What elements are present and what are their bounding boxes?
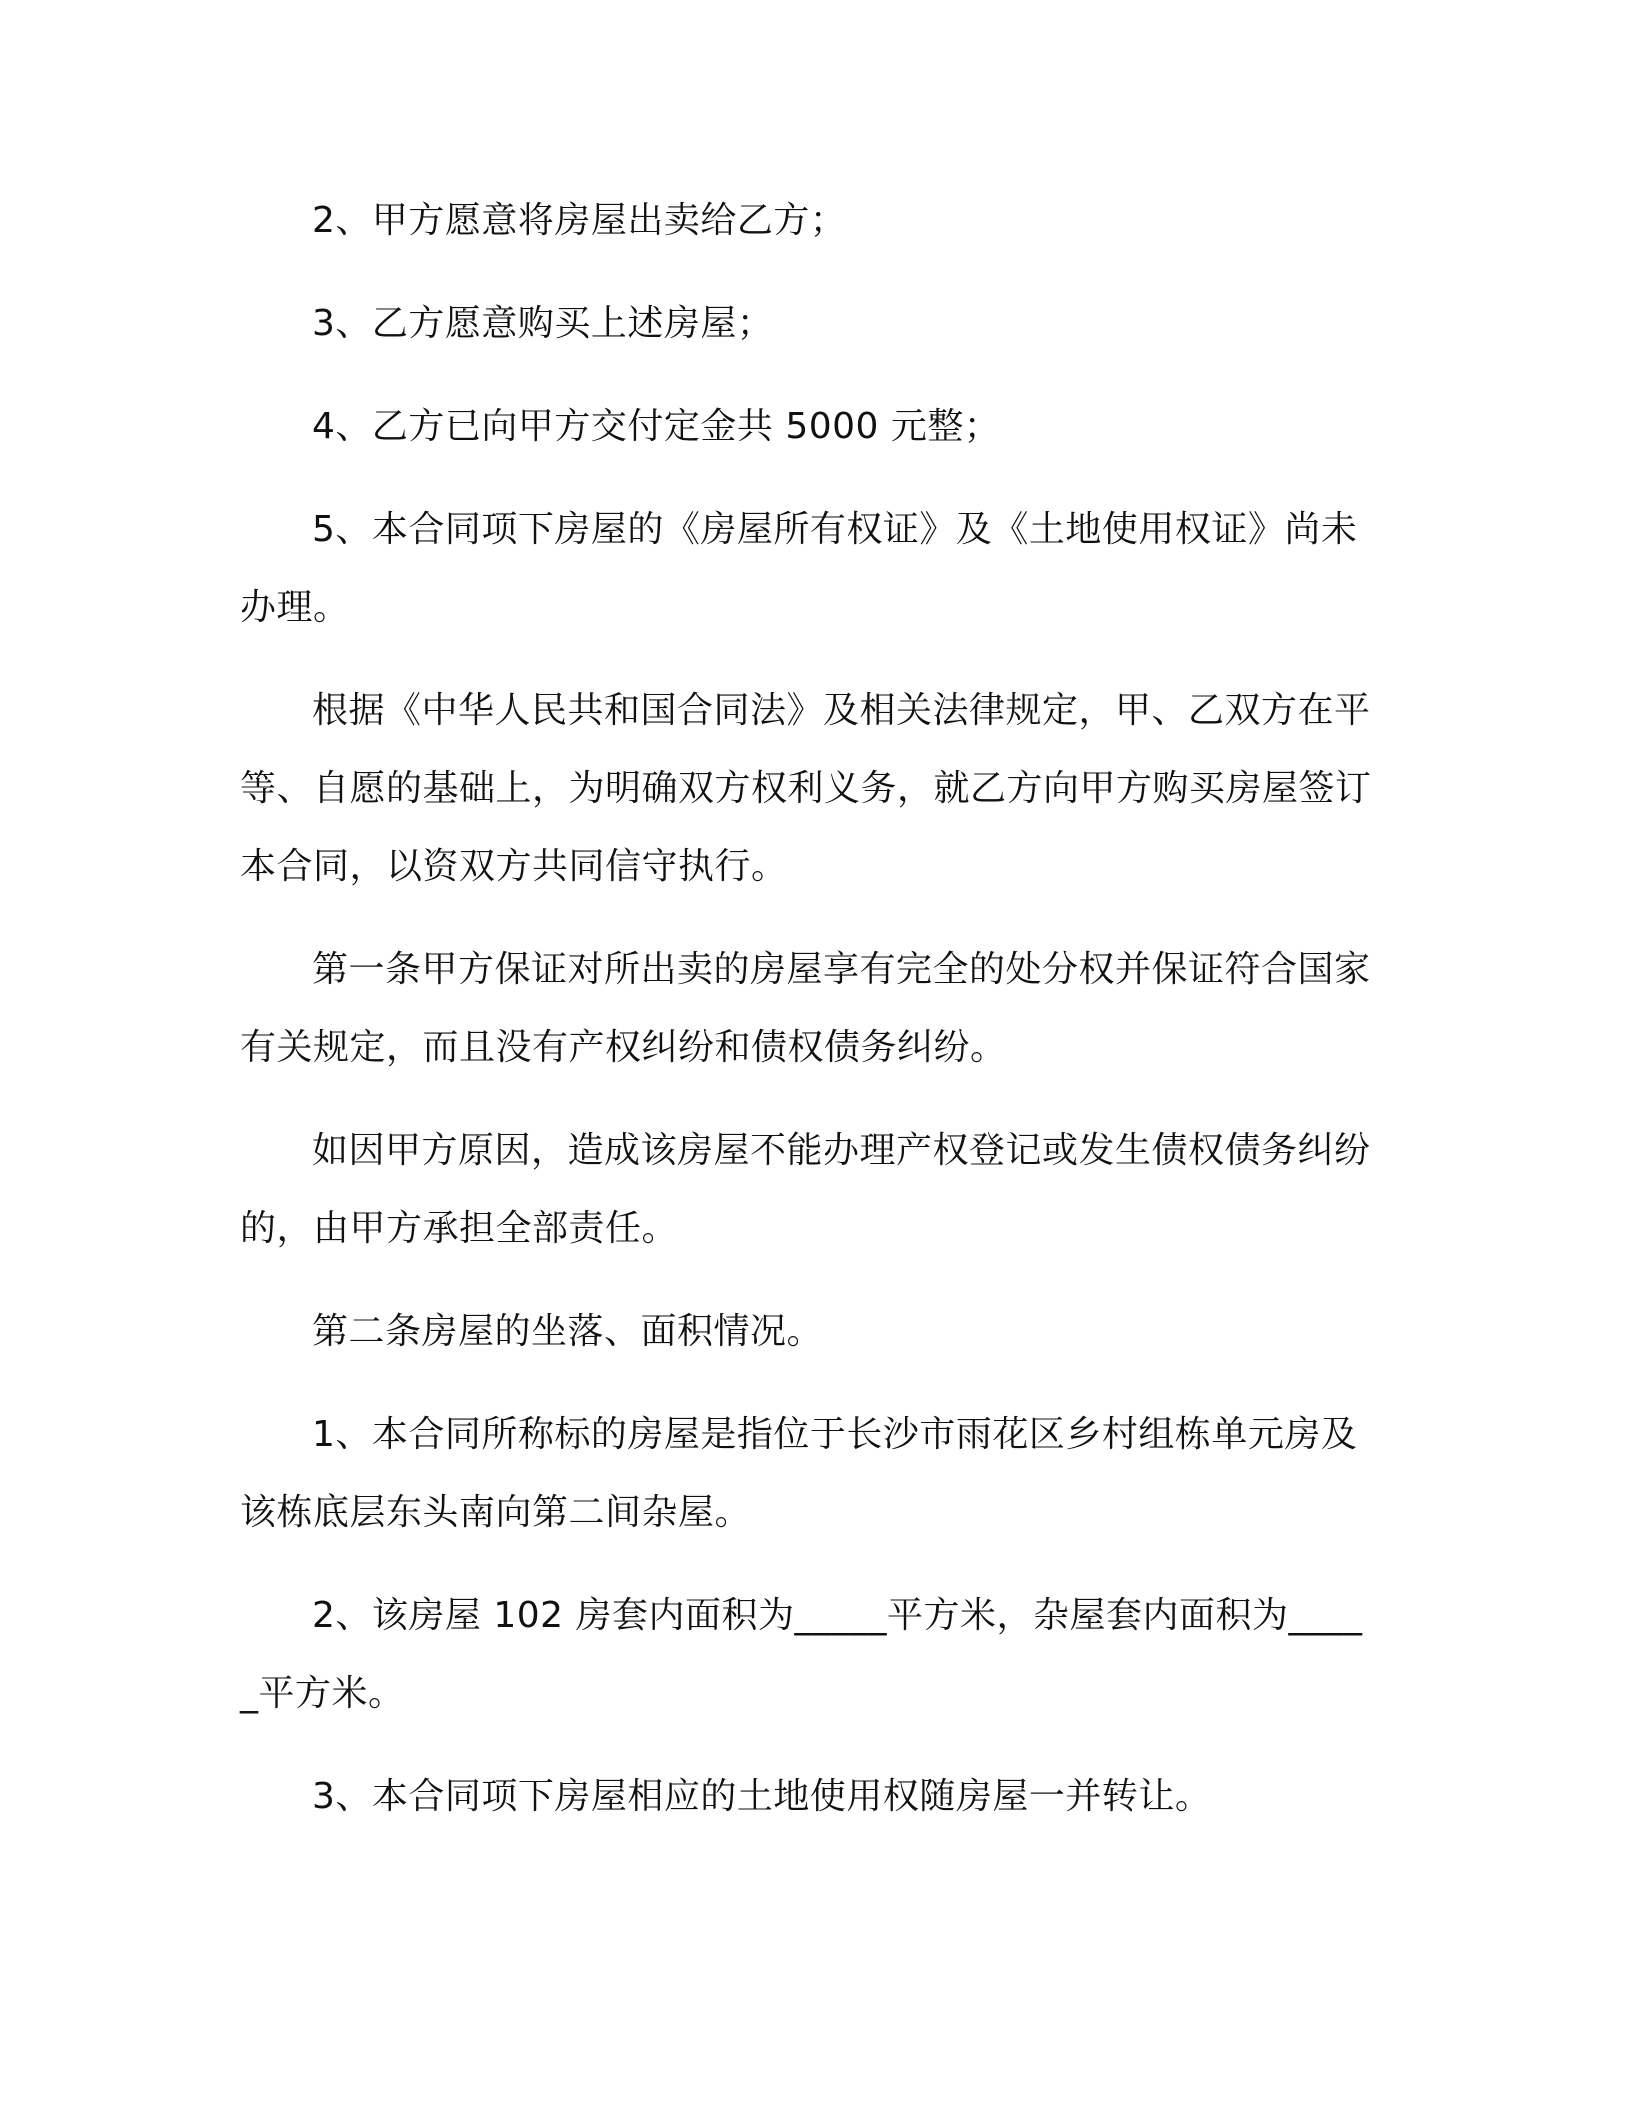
article-two-area: 2、该房屋 102 房套内面积为_____平方米，杂屋套内面积为_____平方米。 (240, 1595, 1363, 1714)
article-two-land-use: 3、本合同项下房屋相应的土地使用权随房屋一并转让。 (312, 1776, 1212, 1817)
legal-basis-paragraph: 根据《中华人民共和国合同法》及相关法律规定，甲、乙双方在平等、自愿的基础上，为明确双方权利义务，就乙方向甲方购买房屋签订本合同，以资双方共同信守执行。 (240, 690, 1372, 887)
article-one-guarantee: 第一条甲方保证对所出卖的房屋享有完全的处分权并保证符合国家有关规定，而且没有产权纠纷和债权债务纠纷。 (240, 949, 1371, 1068)
article-one-liability: 如因甲方原因，造成该房屋不能办理产权登记或发生债权债务纠纷的，由甲方承担全部责任。 (240, 1130, 1371, 1249)
article-two-location: 1、本合同所称标的房屋是指位于长沙市雨花区乡村组栋单元房及该栋底层东头南向第二间杂屋。 (240, 1414, 1358, 1533)
clause-purchase-intent: 3、乙方愿意购买上述房屋； (312, 303, 774, 344)
clause-sale-intent: 2、甲方愿意将房屋出卖给乙方； (312, 200, 847, 241)
contract-body (240, 182, 1372, 1836)
clause-certificates: 5、本合同项下房屋的《房屋所有权证》及《土地使用权证》尚未办理。 (240, 509, 1358, 628)
article-two-heading: 第二条房屋的坐落、面积情况。 (312, 1311, 824, 1352)
clause-deposit: 4、乙方已向甲方交付定金共 5000 元整； (312, 406, 1001, 447)
